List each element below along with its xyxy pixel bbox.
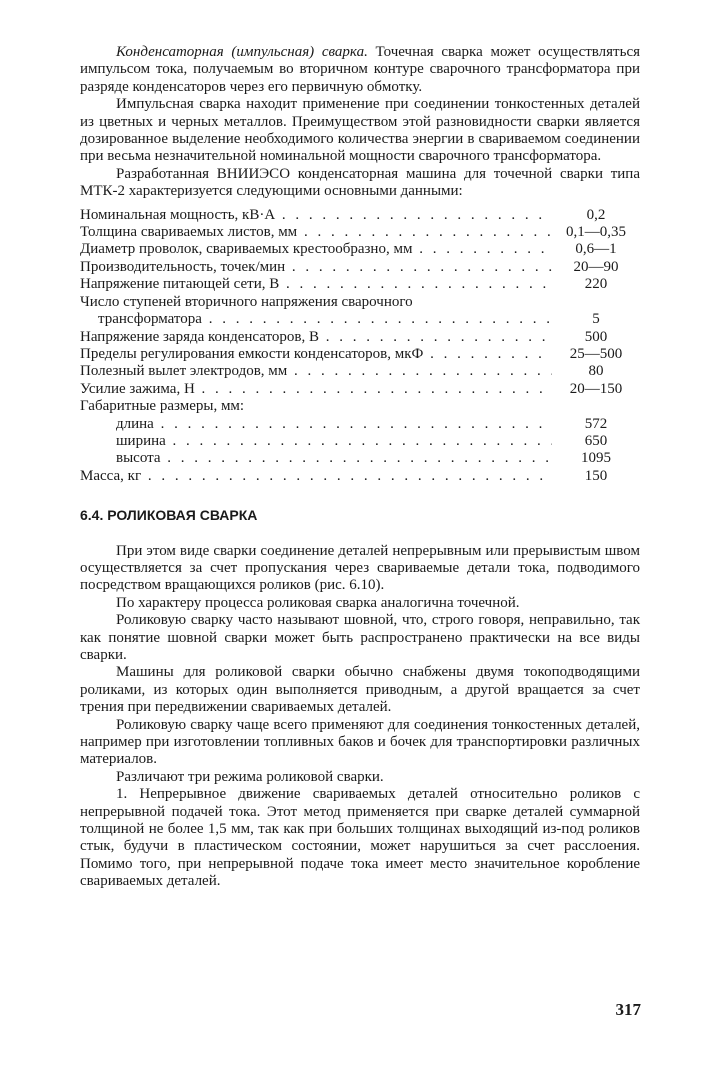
section-paragraph: Роликовую сварку часто называют шовной, что, строго говоря, неправильно, так как понятие шовной сварки может быть распространено практически на все виды сварки. (80, 612, 640, 663)
intro-paragraph-1-text: Точечная сварка может осуществляться импульсом тока, получаемым во вторичном контуре сварочного трансформатора при разряде конденсаторов через его первичную обмотку. (80, 44, 641, 95)
spec-value: 20—150 (569, 380, 623, 397)
section-heading: 6.4. РОЛИКОВАЯ СВАРКА (80, 507, 258, 524)
spec-value: 150 (584, 467, 608, 484)
spec-row (80, 329, 640, 346)
spec-row (80, 433, 640, 450)
intro-paragraph-2: Импульсная сварка находит применение при соединении тонкостенных деталей из цветных и черных металлов. Преимуществом этой разновидности сварки является дозированное выделение необходимого количества энергии в свариваемом соединении при весьма незначительной номинальной мощности сварочного трансформатора. (80, 96, 640, 165)
spec-value: 0,6—1 (575, 241, 617, 258)
spec-row (80, 224, 640, 241)
section-paragraph: Различают три режима роликовой сварки. (116, 768, 384, 785)
spec-value: 500 (584, 328, 608, 345)
spec-row (80, 468, 640, 485)
spec-label: ширина . . . (80, 433, 552, 450)
spec-row (80, 294, 640, 311)
page-number: 317 (615, 1000, 641, 1019)
spec-value: 20—90 (573, 258, 619, 275)
spec-label: Пределы регулирования емкости конденсаторов, мкФ . . . (80, 346, 552, 363)
spec-label: высота . . . (80, 450, 552, 467)
section-paragraph: Машины для роликовой сварки обычно снабжены двумя токоподводящими роликами, из которых один выполняется приводным, а другой вращается за счет трения при передвижении свариваемых деталей. (80, 664, 640, 716)
spec-value: 220 (584, 276, 608, 293)
spec-row (80, 346, 640, 363)
spec-list (80, 207, 640, 486)
spec-label: Усилие зажима, Н . . . (80, 381, 552, 398)
spec-row (80, 398, 640, 415)
spec-label: Напряжение заряда конденсаторов, В . . . (80, 329, 552, 346)
spec-row (80, 259, 640, 276)
spec-value: 80 (588, 363, 604, 380)
document-page (80, 44, 640, 891)
spec-label-line2: трансформатора . . . (80, 311, 552, 328)
spec-row (80, 276, 640, 293)
spec-value: 5 (592, 311, 600, 328)
spec-label: Масса, кг . . . (80, 468, 552, 485)
spec-row (80, 311, 640, 328)
intro-title: Конденсаторная (импульсная) сварка. (116, 44, 368, 60)
spec-label: Номинальная мощность, кВ·А . . . (80, 207, 552, 224)
spec-label-line1: Число ступеней вторичного напряжения сварочного (80, 293, 413, 310)
spec-label: Диаметр проволок, свариваемых крестообразно, мм . . . (80, 241, 552, 258)
section-paragraph: По характеру процесса роликовая сварка аналогична точечной. (116, 594, 520, 611)
section-paragraph: 1. Непрерывное движение свариваемых деталей относительно роликов с непрерывной подачей тока. Этот метод применяется при сварке деталей суммарной толщиной не более 1,5 мм, так как при больших толщинах выходящий из-под роликов стык, будучи в пластическом состоянии, может нарушиться за счет расслоения. Помимо того, при непрерывной подаче тока имеет место значительное коробление свариваемых деталей. (80, 786, 640, 890)
spec-value: 0,1—0,35 (566, 224, 626, 241)
spec-value: 572 (584, 415, 608, 432)
spec-label: Производительность, точек/мин . . . (80, 259, 552, 276)
spec-row (80, 416, 640, 433)
spec-row (80, 241, 640, 258)
section-paragraph: Роликовую сварку чаще всего применяют для соединения тонкостенных деталей, например при изготовлении топливных баков и бочек для транспортировки различных материалов. (80, 716, 640, 768)
spec-value: 1095 (581, 450, 611, 467)
spec-value: 650 (584, 432, 608, 449)
spec-label: длина . . . (80, 416, 552, 433)
intro-paragraph-1 (80, 44, 640, 96)
spec-label: Толщина свариваемых листов, мм . . . (80, 224, 552, 241)
intro-paragraph-3: Разработанная ВНИИЭСО конденсаторная машина для точечной сварки типа МТК-2 характеризуется следующими основными данными: (80, 165, 640, 200)
spec-row (80, 207, 640, 224)
spec-value: 25—500 (569, 345, 623, 362)
spec-row (80, 450, 640, 467)
spec-row (80, 363, 640, 380)
spec-label: Напряжение питающей сети, В . . . (80, 276, 552, 293)
spec-label: Полезный вылет электродов, мм . . . (80, 363, 552, 380)
spec-value: 0,2 (586, 206, 606, 223)
spec-row (80, 381, 640, 398)
section-paragraph: При этом виде сварки соединение деталей непрерывным или прерывистым швом осуществляется за счет пропускания через свариваемые детали тока, подводимого посредством вращающихся роликов (рис. 6.10). (80, 542, 640, 594)
spec-label: Габаритные размеры, мм: (80, 398, 245, 415)
